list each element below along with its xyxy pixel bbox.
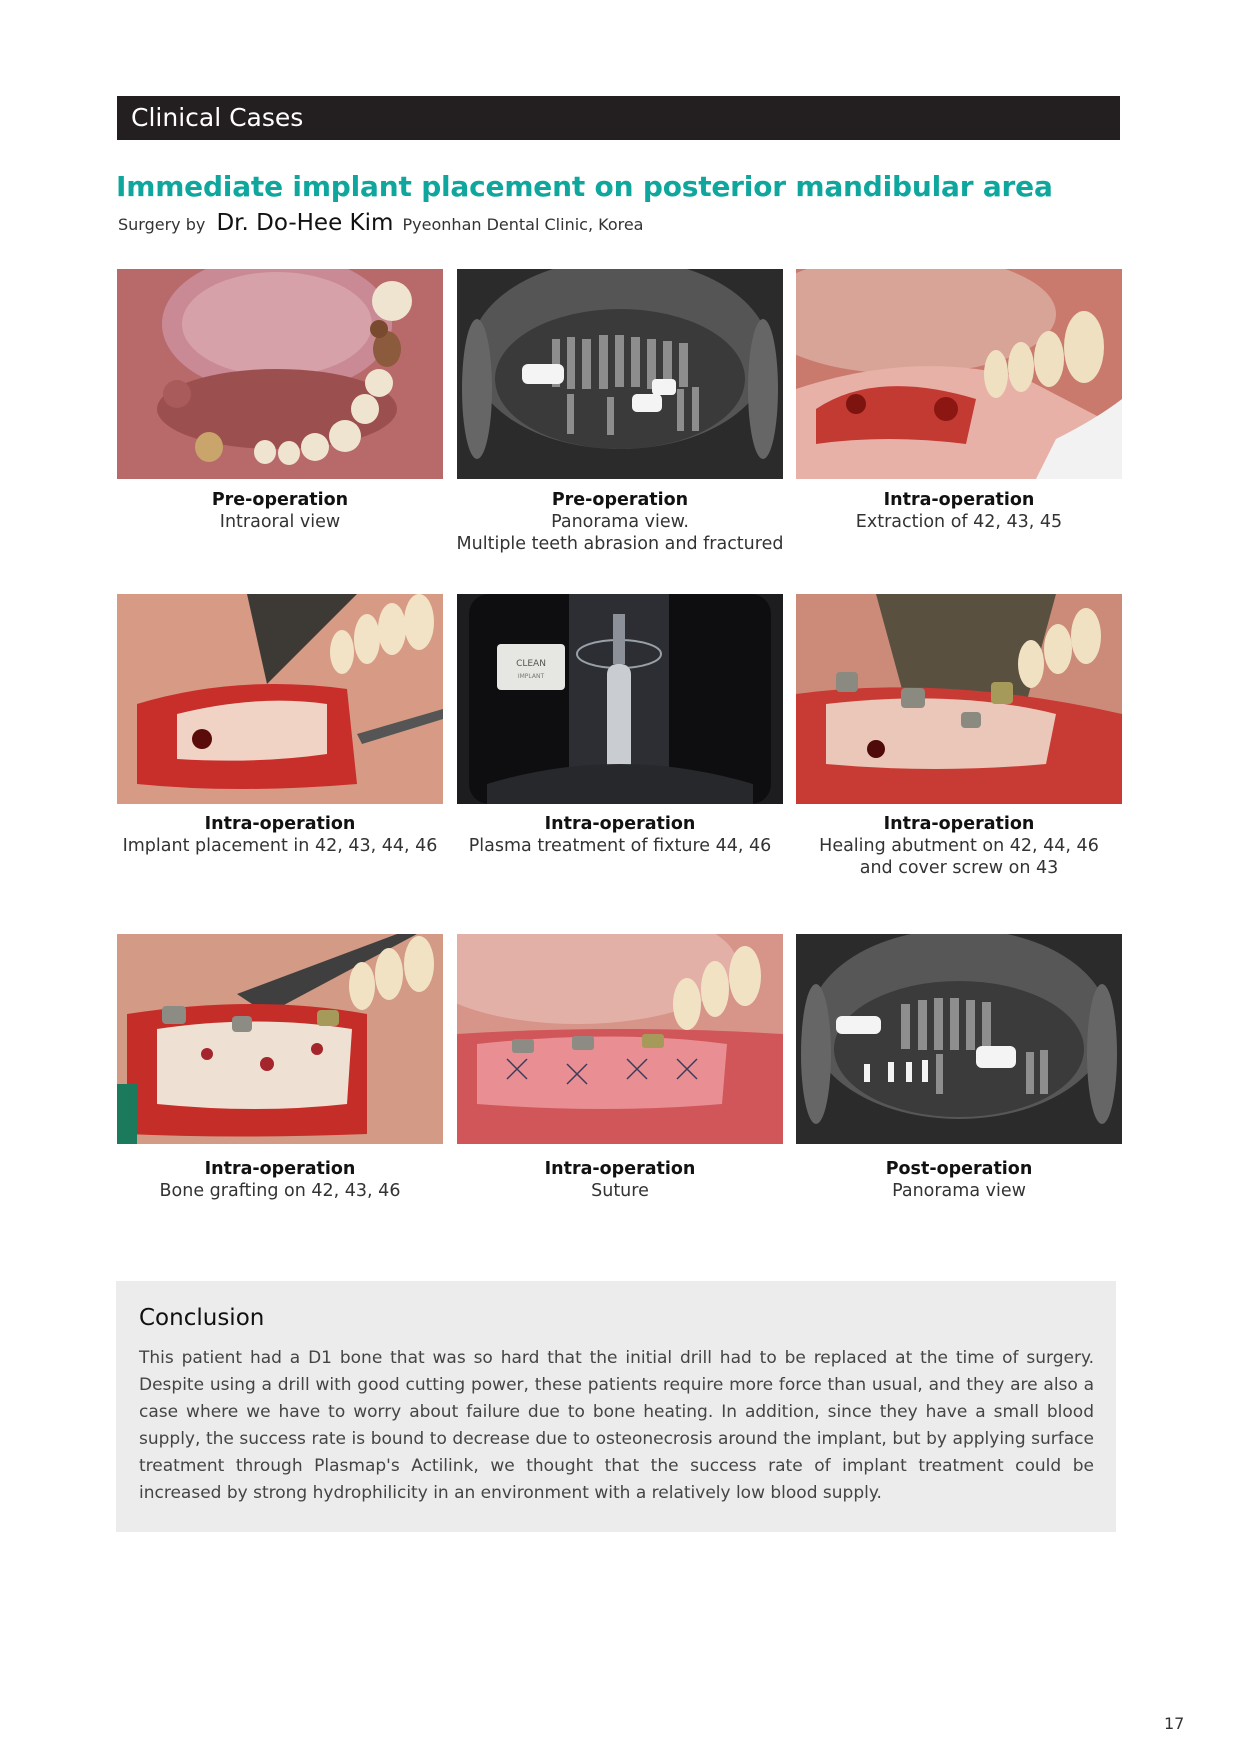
- device-label-line2: IMPLANT: [517, 673, 545, 680]
- case-photo-6-healing-abutment: [796, 594, 1122, 804]
- page-number: 17: [1164, 1714, 1185, 1733]
- device-photo-image: [457, 594, 783, 804]
- case-photo-3-extraction: [796, 269, 1122, 479]
- case-photo-8-suture: [457, 934, 783, 1144]
- page-title: Immediate implant placement on posterior mandibular area: [116, 170, 1053, 203]
- case-description: Healing abutment on 42, 44, 46 and cover screw on 43: [819, 836, 1099, 878]
- case-caption-4: [110, 813, 450, 857]
- case-caption-8: [450, 1158, 790, 1202]
- case-stage: Intra-operation: [883, 490, 1035, 510]
- conclusion-body: This patient had a D1 bone that was so hard that the initial drill had to be replaced at the time of surgery. Despite using a drill with good cutting power, these patients require more force than usual, and they are also a case where we have to worry about failure due to bone heating. In addition, since they have a small blood supply, the success rate is bound to decrease due to osteonecrosis around the implant, but by applying surface treatment through Plasmap's Actilink, we thought that the success rate of implant treatment could be increased by strong hydrophilicity in an environment with a relatively low blood supply.: [139, 1348, 1094, 1503]
- xray-image: [796, 934, 1122, 1144]
- case-stage: Pre-operation: [551, 490, 689, 510]
- case-caption-7: [110, 1158, 450, 1202]
- case-photo-4-implant-placement: [117, 594, 443, 804]
- case-description: Intraoral view: [219, 512, 341, 532]
- conclusion-heading: Conclusion: [139, 1305, 265, 1331]
- clinic-name: Pyeonhan Dental Clinic, Korea: [402, 215, 644, 234]
- case-description: Plasma treatment of fixture 44, 46: [468, 836, 772, 856]
- case-description: Extraction of 42, 43, 45: [855, 512, 1063, 532]
- case-caption-6: [789, 813, 1129, 879]
- case-stage: Post-operation: [885, 1159, 1033, 1179]
- case-caption-1: [110, 489, 450, 533]
- conclusion-box: [116, 1281, 1116, 1532]
- case-photo-5-plasma-treatment: [457, 594, 783, 804]
- intraoral-photo-image: [796, 269, 1122, 479]
- case-photo-9-post-panorama-xray: [796, 934, 1122, 1144]
- case-description: Implant placement in 42, 43, 44, 46: [122, 836, 438, 856]
- case-stage: Intra-operation: [204, 814, 356, 834]
- case-caption-9: [789, 1158, 1129, 1202]
- intraoral-photo-image: [117, 594, 443, 804]
- case-description: Suture: [591, 1181, 649, 1201]
- case-photo-2-panorama-xray: [457, 269, 783, 479]
- case-photo-7-bone-grafting: [117, 934, 443, 1144]
- doctor-name: Dr. Do-Hee Kim: [216, 210, 394, 236]
- byline: [118, 210, 643, 236]
- case-caption-2: [450, 489, 790, 555]
- case-description: Panorama view: [892, 1181, 1026, 1201]
- case-stage: Intra-operation: [204, 1159, 356, 1179]
- case-stage: Intra-operation: [883, 814, 1035, 834]
- xray-image: [457, 269, 783, 479]
- section-header: [117, 96, 1120, 140]
- section-label: Clinical Cases: [131, 103, 304, 132]
- case-stage: Pre-operation: [211, 490, 349, 510]
- intraoral-photo-image: [796, 594, 1122, 804]
- byline-prefix: Surgery by: [118, 215, 206, 234]
- case-description: Bone grafting on 42, 43, 46: [159, 1181, 401, 1201]
- case-caption-3: [789, 489, 1129, 533]
- case-description: Panorama view. Multiple teeth abrasion and fractured: [456, 512, 784, 554]
- case-photo-1-intraoral: [117, 269, 443, 479]
- intraoral-photo-image: [117, 934, 443, 1144]
- device-label-line1: CLEAN: [516, 659, 546, 669]
- case-caption-5: [450, 813, 790, 857]
- intraoral-photo-image: [117, 269, 443, 479]
- case-stage: Intra-operation: [544, 814, 696, 834]
- intraoral-photo-image: [457, 934, 783, 1144]
- case-stage: Intra-operation: [544, 1159, 696, 1179]
